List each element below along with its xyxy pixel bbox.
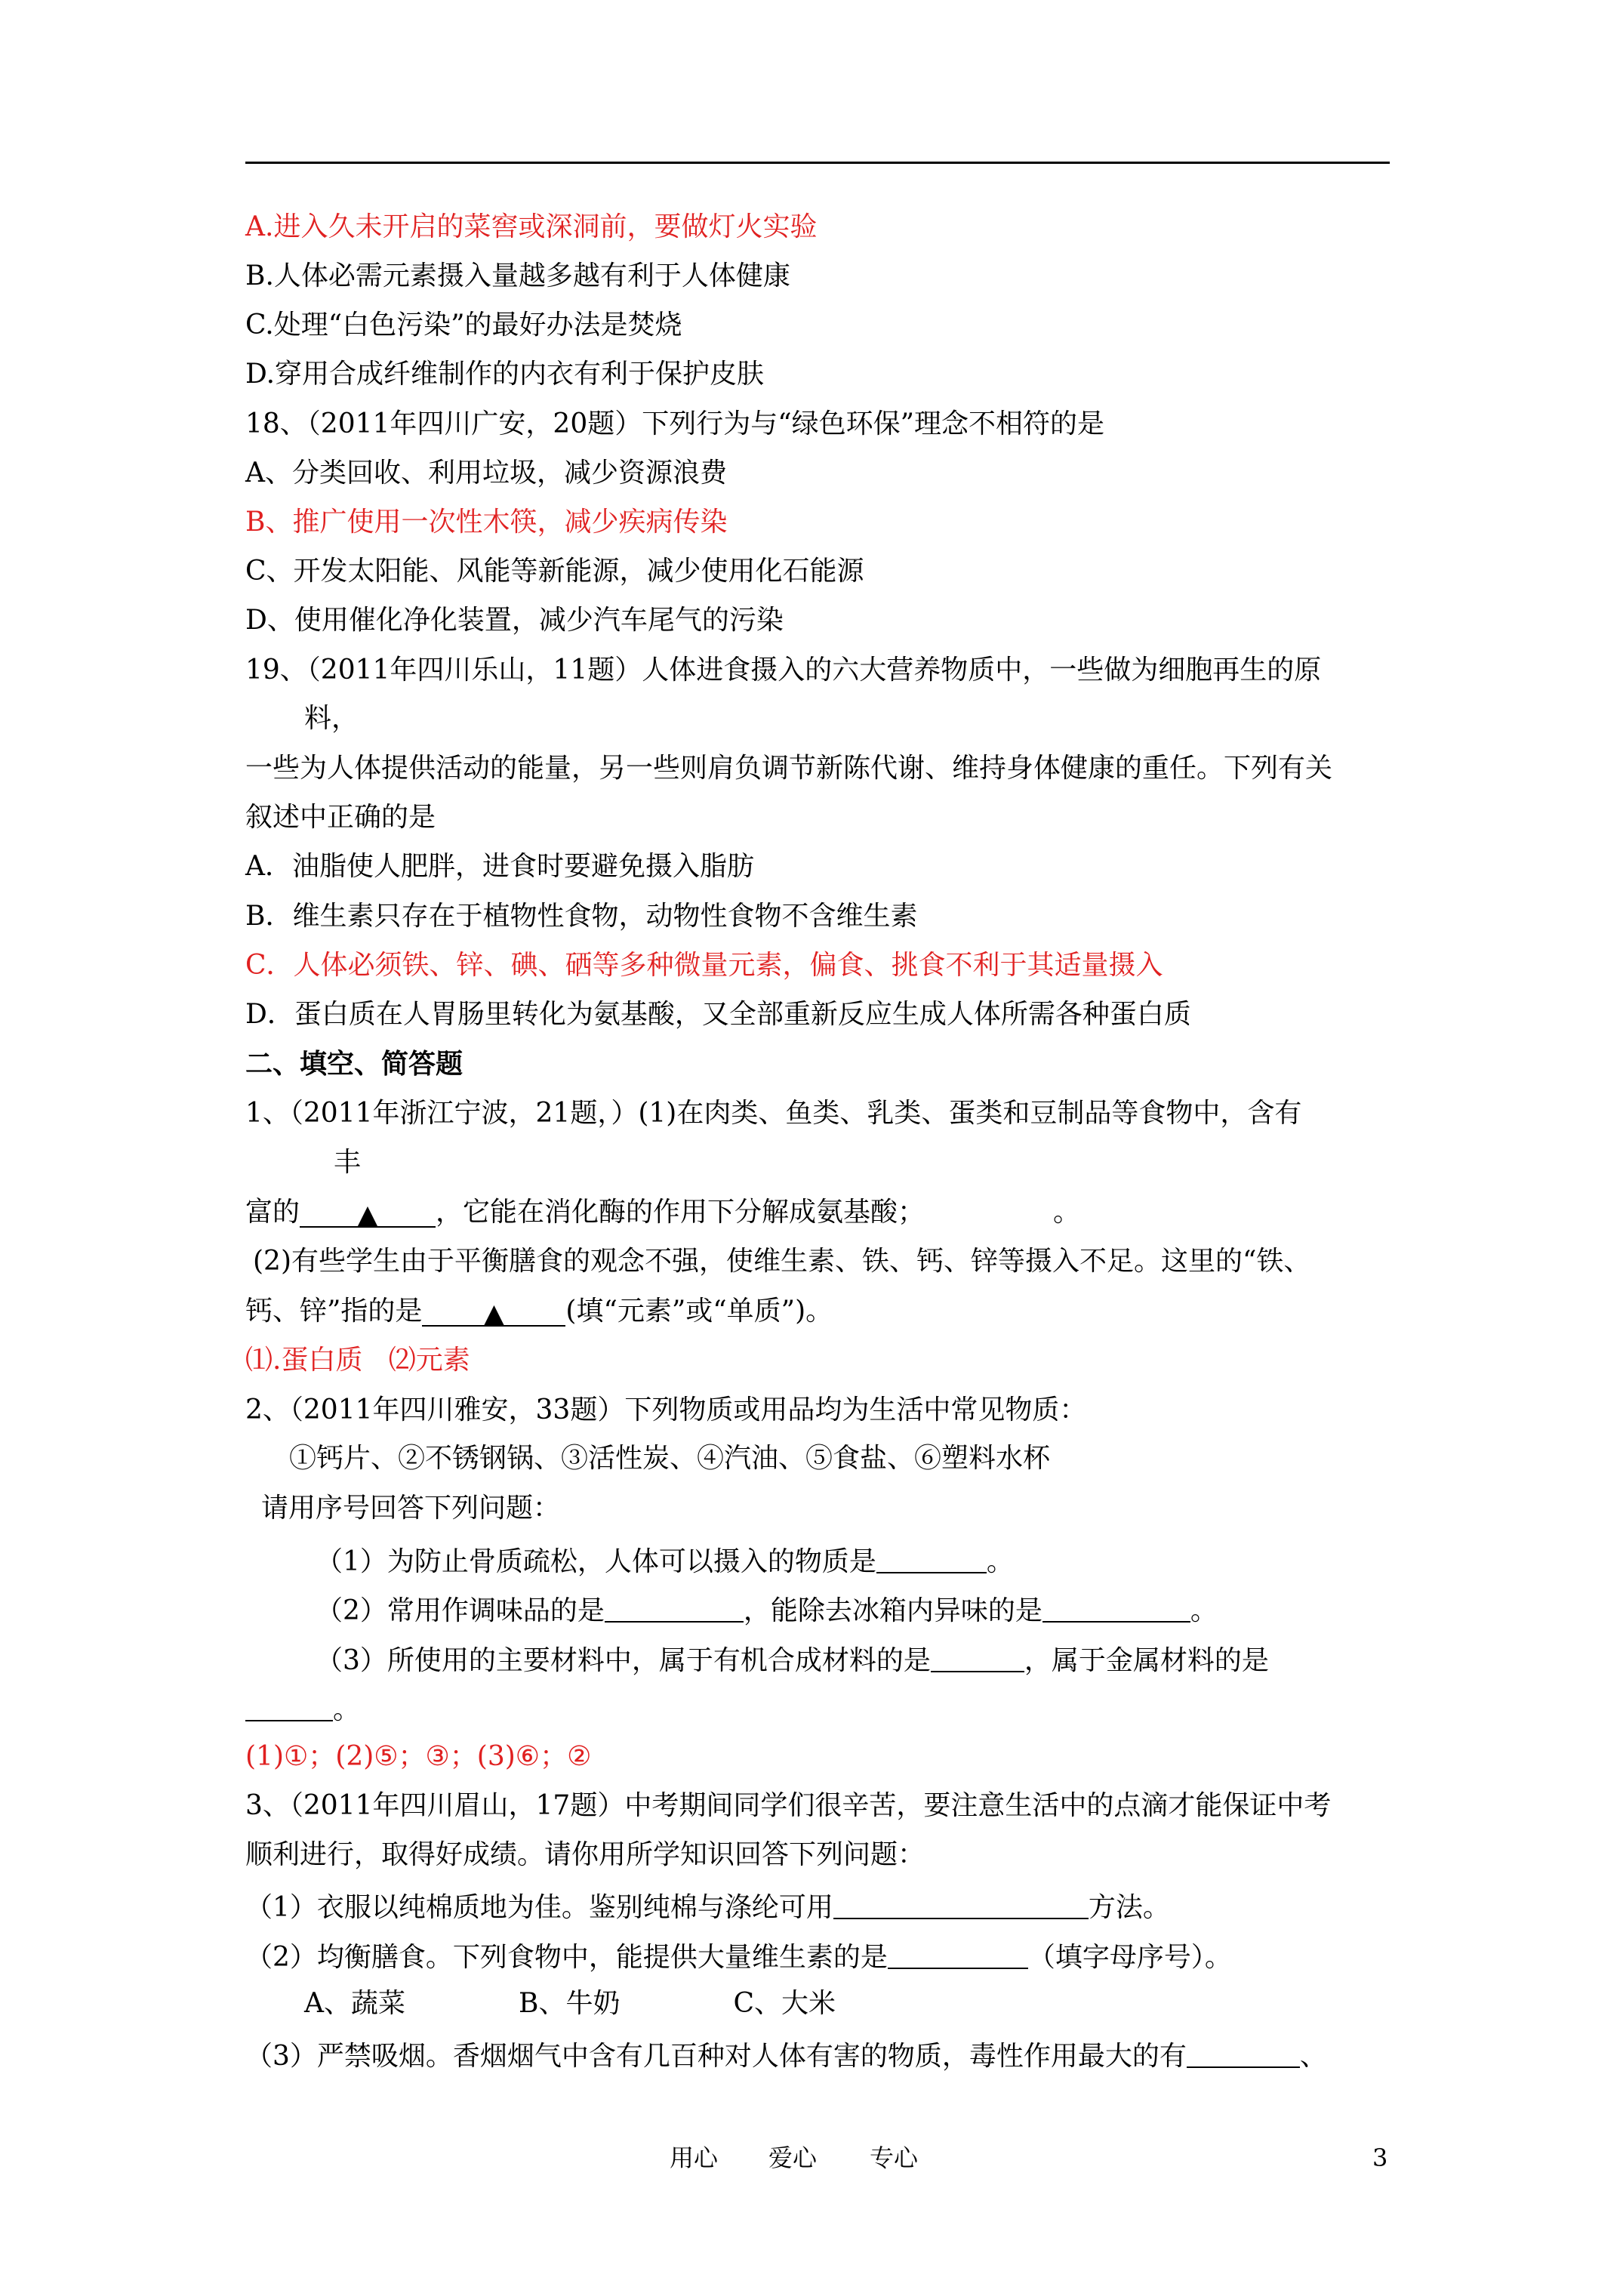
q19-option-c-answer: C．人体必须铁、锌、碘、硒等多种微量元素，偏食、挑食不利于其适量摄入 [245,950,1163,981]
page-number: 3 [1372,2143,1388,2172]
fill-question-2: 2、（2011年四川雅安，33题）下列物质或用品均为生活中常见物质： [245,1395,1087,1425]
blank-4 [605,1594,744,1623]
blank-5 [1042,1594,1190,1623]
option-c: C.处理“白色污染”的最好办法是焚烧 [245,310,682,341]
fill-question-2-part2: （2）常用作调味品的是 ，能除去冰箱内异味的是 。 [316,1595,1218,1626]
question-19: 19、（2011年四川乐山，11题）人体进食摄入的六大营养物质中，一些做为细胞再生的原 [245,655,1322,686]
fill-question-2-part1: （1）为防止骨质疏松，人体可以摄入的物质是 。 [316,1546,1014,1577]
q18-option-b-answer: B、推广使用一次性木筷，减少疾病传染 [245,507,728,538]
blank-7 [245,1693,333,1721]
fill-question-1-cont: 富的 ▲ ，它能在消化酶的作用下分解成氨基酸； 。 [245,1197,1081,1231]
footer-slogan-2: 爱心 [768,2143,818,2172]
blank-6 [931,1644,1024,1672]
fill-question-3: 3、（2011年四川眉山，17题）中考期间同学们很辛苦，要注意生活中的点滴才能保证中考 [245,1790,1332,1821]
fill-question-1-wrap: 丰 [334,1147,362,1178]
q19-option-b: B．维生素只存在于植物性食物，动物性食物不含维生素 [245,901,918,932]
q18-option-a: A、分类回收、利用垃圾，减少资源浪费 [245,458,727,488]
fill-question-2-items: ①钙片、②不锈钢锅、③活性炭、④汽油、⑤食盐、⑥塑料水杯 [289,1443,1051,1474]
footer-slogan-3: 专心 [870,2143,919,2172]
fill-question-3-part3: （3）严禁吸烟。香烟烟气中含有几百种对人体有害的物质，毒性作用最大的有 、 [245,2041,1327,2072]
blank-1: ▲ [300,1199,436,1228]
blank-8 [833,1891,1089,1919]
fill-question-2-part3-cont: 。 [245,1690,360,1727]
answer-1: ⑴.蛋白质 ⑵元素 [245,1345,470,1376]
question-19-cont: 一些为人体提供活动的能量，另一些则肩负调节新陈代谢、维持身体健康的重任。下列有关 [245,753,1333,784]
fill-question-2-part3: （3）所使用的主要材料中，属于有机合成材料的是 ，属于金属材料的是 [316,1645,1269,1676]
blank-10 [1187,2039,1300,2068]
option-d: D.穿用合成纤维制作的内衣有利于保护皮肤 [245,359,765,390]
footer-slogan-1: 用心 [670,2143,719,2172]
answer-2: (1)①；(2)⑤；③；(3)⑥；② [245,1741,592,1772]
fill-question-3-options: A、蔬菜 B、牛奶 C、大米 [304,1988,836,2019]
fill-question-1: 1、（2011年浙江宁波，21题，）(1)在肉类、鱼类、乳类、蛋类和豆制品等食物中，含有 [245,1098,1302,1129]
fill-question-1-part2-cont: 钙、锌”指的是 ▲ (填“元素”或“单质”)。 [245,1296,833,1330]
option-b: B.人体必需元素摄入量越多越有利于人体健康 [245,260,790,291]
fill-question-3-part2: （2）均衡膳食。下列食物中，能提供大量维生素的是 （填字母序号）。 [245,1942,1232,1973]
section-heading: 二、填空、简答题 [245,1048,463,1080]
question-18: 18、（2011年四川广安，20题）下列行为与“绿色环保”理念不相符的是 [245,408,1105,439]
blank-9 [888,1940,1028,1969]
q19-option-a: A．油脂使人肥胖，进食时要避免摄入脂肪 [245,851,754,882]
question-19-cont2: 叙述中正确的是 [245,802,436,833]
fill-question-2-instruction: 请用序号回答下列问题： [261,1493,561,1524]
option-a-answer: A.进入久未开启的菜窖或深洞前，要做灯火实验 [245,211,818,242]
q18-option-d: D、使用催化净化装置，减少汽车尾气的污染 [245,605,784,636]
fill-question-1-part2: (2)有些学生由于平衡膳食的观念不强，使维生素、铁、钙、锌等摄入不足。这里的“铁、 [253,1246,1311,1277]
fill-question-3-part1: （1）衣服以纯棉质地为佳。鉴别纯棉与涤纶可用 方法。 [245,1892,1170,1923]
blank-3 [876,1545,987,1573]
question-19-wrap: 料， [304,703,359,734]
header-rule [245,162,1390,164]
q19-option-d: D．蛋白质在人胃肠里转化为氨基酸，又全部重新反应生成人体所需各种蛋白质 [245,999,1191,1030]
blank-2: ▲ [422,1298,565,1327]
fill-question-3-cont: 顺利进行，取得好成绩。请你用所学知识回答下列问题： [245,1839,925,1870]
q18-option-c: C、开发太阳能、风能等新能源，减少使用化石能源 [245,556,864,587]
